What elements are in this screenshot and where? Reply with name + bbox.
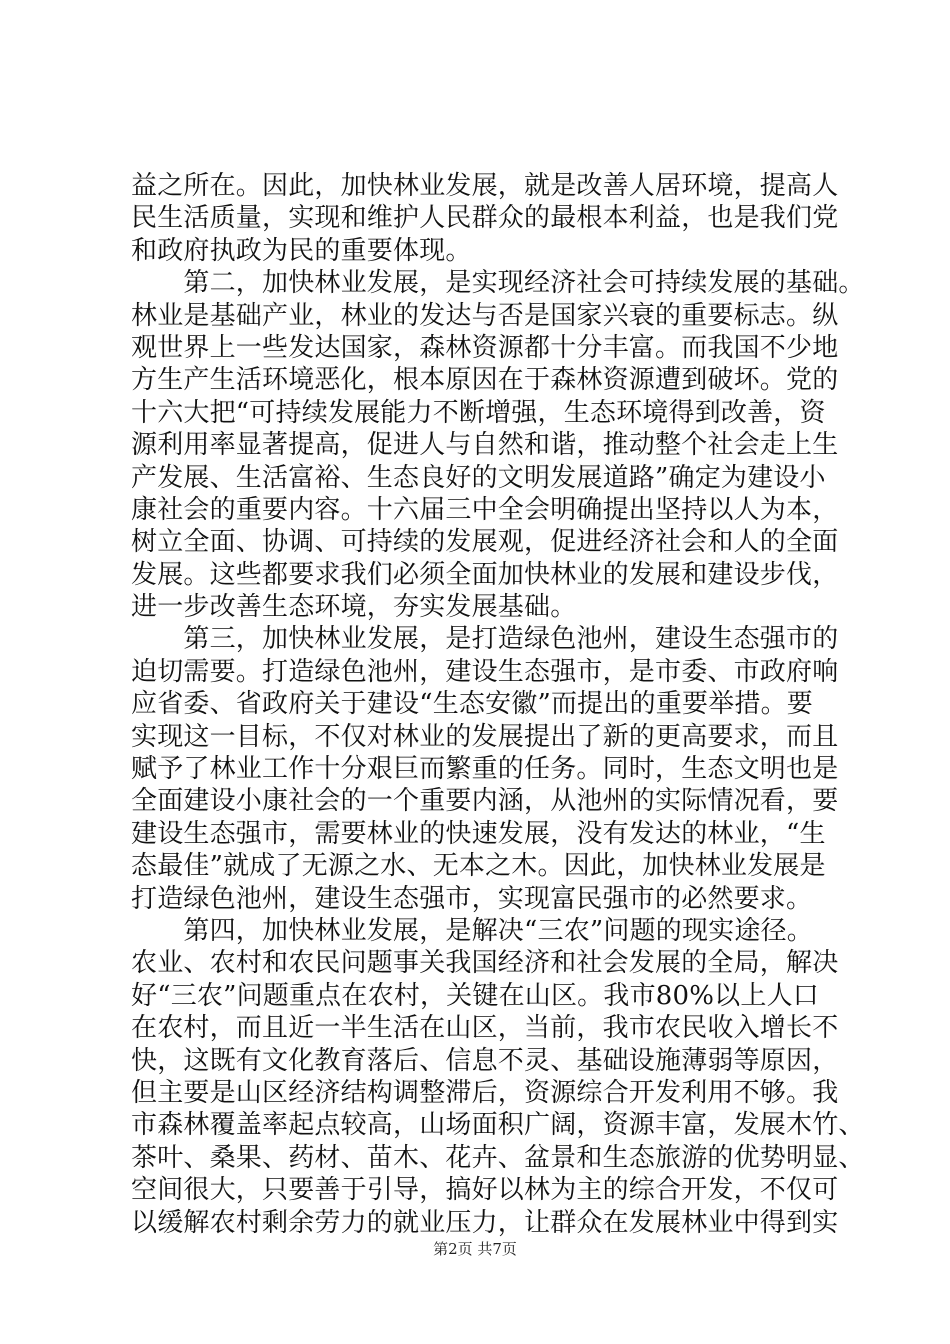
text-line: 观世界上一些发达国家，森林资源都十分丰富。而我国不少地 <box>131 332 839 363</box>
text-line: 康社会的重要内容。十六届三中全会明确提出坚持以人为本， <box>131 494 839 525</box>
text-line: 好“三农”问题重点在农村，关键在山区。我市80%以上人口 <box>131 980 819 1011</box>
text-line: 应省委、省政府关于建设“生态安徽”而提出的重要举措。要 <box>131 689 813 720</box>
text-line: 进一步改善生态环境，夯实发展基础。 <box>131 592 577 623</box>
text-line: 发展。这些都要求我们必须全面加快林业的发展和建设步伐， <box>131 559 839 590</box>
text-line: 树立全面、协调、可持续的发展观，促进经济社会和人的全面 <box>131 527 839 558</box>
text-line: 方生产生活环境恶化，根本原因在于森林资源遭到破坏。党的 <box>131 365 839 396</box>
text-line: 民生活质量，实现和维护人民群众的最根本利益，也是我们党 <box>131 203 839 234</box>
text-line: 空间很大，只要善于引导，搞好以林为主的综合开发，不仅可 <box>131 1175 839 1206</box>
text-line: 快，这既有文化教育落后、信息不灵、基础设施薄弱等原因， <box>131 1045 839 1076</box>
text-line: 第三，加快林业发展，是打造绿色池州，建设生态强市的 <box>131 624 839 655</box>
text-line: 全面建设小康社会的一个重要内涵，从池州的实际情况看，要 <box>131 786 839 817</box>
text-line: 以缓解农村剩余劳力的就业压力，让群众在发展林业中得到实 <box>131 1207 839 1238</box>
body-text <box>131 170 865 1239</box>
text-line: 实现这一目标，不仅对林业的发展提出了新的更高要求，而且 <box>131 721 839 752</box>
text-line: 市森林覆盖率起点较高，山场面积广阔，资源丰富，发展木竹、 <box>131 1110 865 1141</box>
text-line: 建设生态强市，需要林业的快速发展，没有发达的林业，“生 <box>131 818 826 849</box>
text-line: 和政府执政为民的重要体现。 <box>131 235 472 266</box>
text-line: 态最佳”就成了无源之水、无本之木。因此，加快林业发展是 <box>131 851 826 882</box>
text-line: 打造绿色池州，建设生态强市，实现富民强市的必然要求。 <box>131 883 813 914</box>
text-line: 产发展、生活富裕、生态良好的文明发展道路”确定为建设小 <box>131 462 826 493</box>
text-line: 第二，加快林业发展，是实现经济社会可持续发展的基础。 <box>131 268 865 299</box>
text-line: 但主要是山区经济结构调整滞后，资源综合开发利用不够。我 <box>131 1077 839 1108</box>
page-number-footer: 第2页 共7页 <box>433 1240 517 1258</box>
text-line: 源利用率显著提高，促进人与自然和谐，推动整个社会走上生 <box>131 430 839 461</box>
text-line: 迫切需要。打造绿色池州，建设生态强市，是市委、市政府响 <box>131 656 839 687</box>
text-line: 林业是基础产业，林业的发达与否是国家兴衰的重要标志。纵 <box>131 300 839 331</box>
text-line: 赋予了林业工作十分艰巨而繁重的任务。同时，生态文明也是 <box>131 754 839 785</box>
text-line: 十六大把“可持续发展能力不断增强，生态环境得到改善，资 <box>131 397 826 428</box>
text-line: 第四，加快林业发展，是解决“三农”问题的现实途径。 <box>131 915 813 946</box>
text-line: 农业、农村和农民问题事关我国经济和社会发展的全局，解决 <box>131 948 839 979</box>
text-line: 益之所在。因此，加快林业发展，就是改善人居环境，提高人 <box>131 171 839 201</box>
text-line: 在农村，而且近一半生活在山区，当前，我市农民收入增长不 <box>131 1013 839 1044</box>
text-line: 茶叶、桑果、药材、苗木、花卉、盆景和生态旅游的优势明显、 <box>131 1142 865 1173</box>
